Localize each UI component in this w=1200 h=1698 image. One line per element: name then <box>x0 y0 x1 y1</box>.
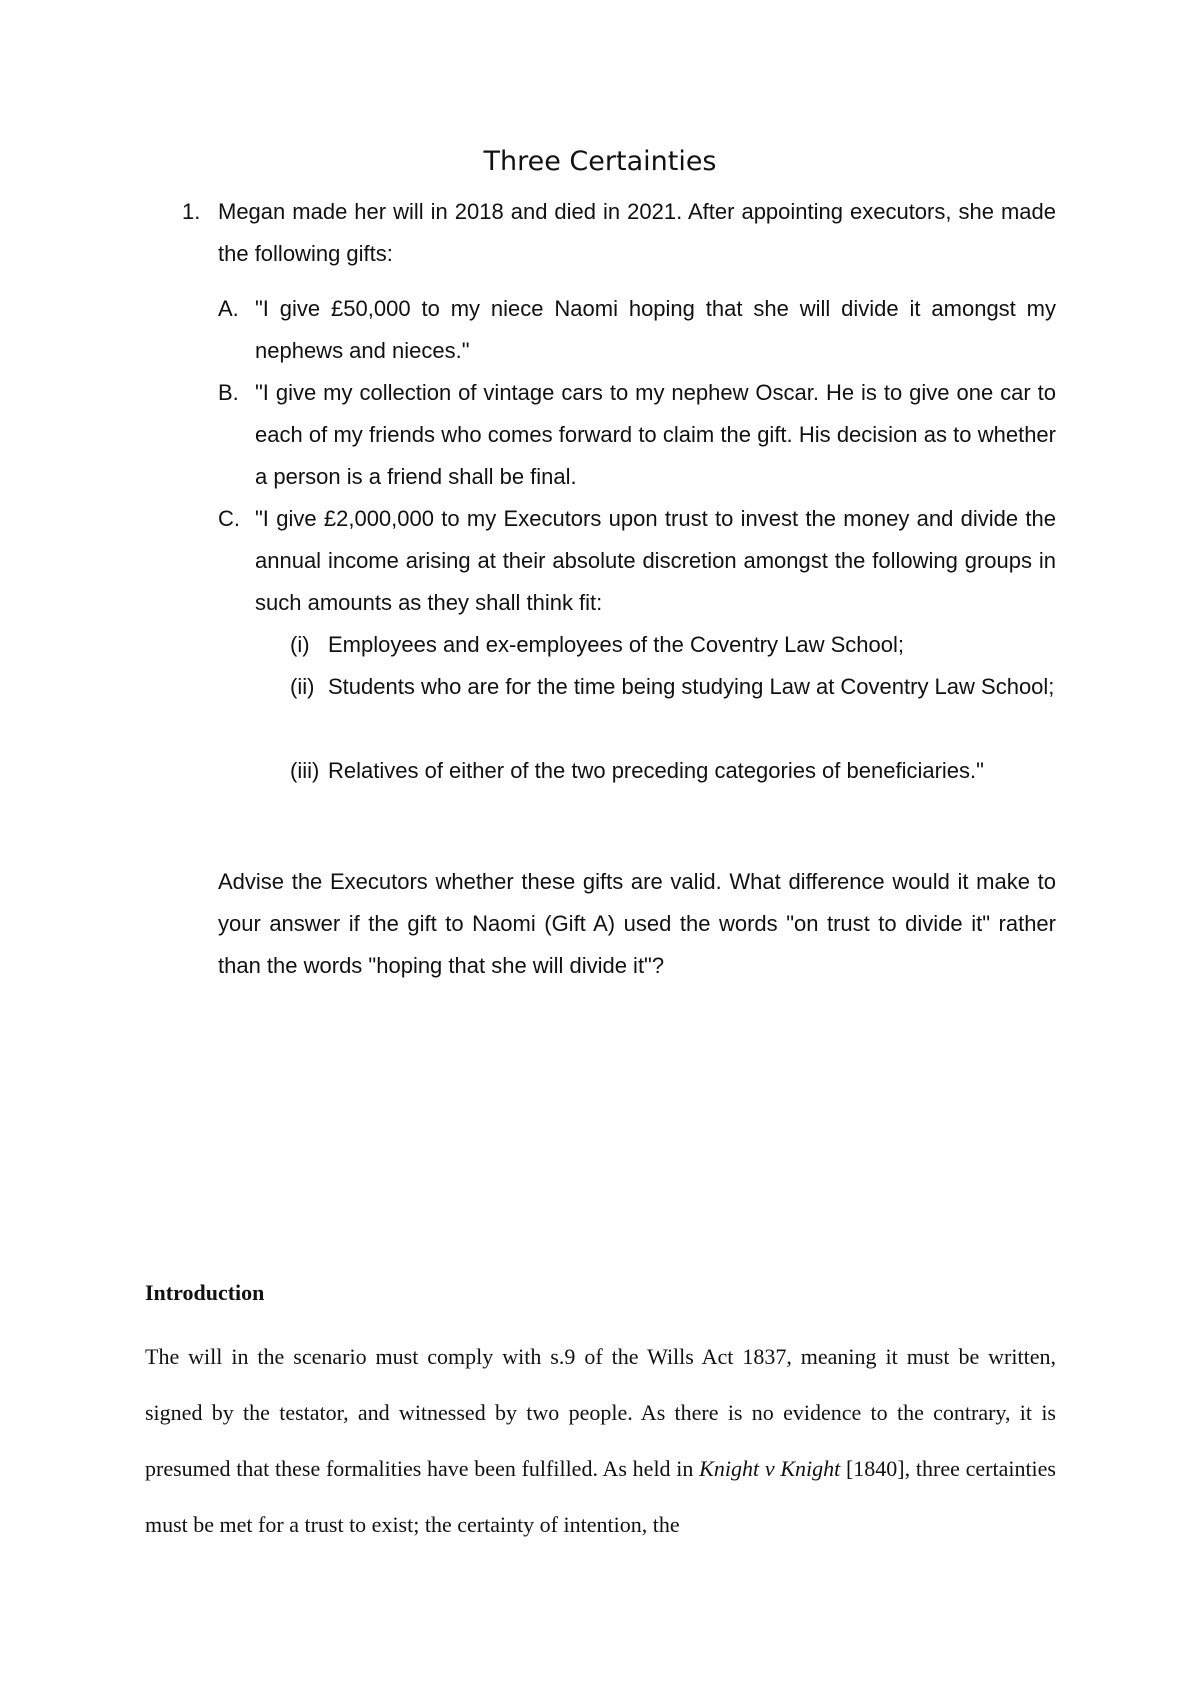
subitem-text: Relatives of either of the two preceding categories of beneficiaries." <box>328 758 984 783</box>
question-number: 1. <box>182 199 201 224</box>
subitem-label: (iii) <box>290 758 320 783</box>
gift-label: C. <box>218 506 240 531</box>
question-intro: Megan made her will in 2018 and died in 2021. After appointing executors, she made the following gifts: <box>218 199 1056 266</box>
advice-question: Advise the Executors whether these gifts are valid. What difference would it make to your answer if the gift to Naomi (Gift A) used the words "on trust to divide it" rather than the words "hoping that she will divide it"? <box>218 869 1056 978</box>
subitem-label: (ii) <box>290 674 315 699</box>
subitem-text: Employees and ex-employees of the Coventry Law School; <box>328 632 904 657</box>
subitem-ii <box>290 666 1056 708</box>
gift-text: "I give £2,000,000 to my Executors upon trust to invest the money and divide the annual income arising at their absolute discretion amongst the following groups in such amounts as they shall think fit: <box>255 506 1056 615</box>
gift-b <box>218 372 1056 498</box>
subitem-iii <box>290 750 1056 792</box>
paragraph-text-continued: [1840], three certainties must be met for a trust to exist; the certainty of intention, the <box>145 1456 1056 1537</box>
introduction-heading: Introduction <box>145 1280 265 1305</box>
paragraph-text: The will in the scenario must comply with s.9 of the Wills Act 1837, meaning it must be written, signed by the testator, and witnessed by two people. As there is no evidence to the contrary, it is presumed that these formalities have been fulfilled. As held in <box>145 1344 1056 1481</box>
case-name: Knight v Knight <box>699 1456 841 1481</box>
subitem-text: Students who are for the time being studying Law at Coventry Law School; <box>328 674 1055 699</box>
subitem-label: (i) <box>290 632 310 657</box>
gift-text: "I give £50,000 to my niece Naomi hoping that she will divide it amongst my nephews and nieces." <box>255 296 1056 363</box>
gift-text: "I give my collection of vintage cars to my nephew Oscar. He is to give one car to each of my friends who comes forward to claim the gift. His decision as to whether a person is a friend shall be final. <box>255 380 1056 489</box>
introduction-paragraph <box>145 1329 1056 1553</box>
gift-label: B. <box>218 380 239 405</box>
document-title: Three Certainties <box>483 146 717 177</box>
gift-label: A. <box>218 296 239 321</box>
subitem-i <box>290 624 1056 666</box>
gift-c <box>218 498 1056 624</box>
gift-a <box>218 288 1056 372</box>
